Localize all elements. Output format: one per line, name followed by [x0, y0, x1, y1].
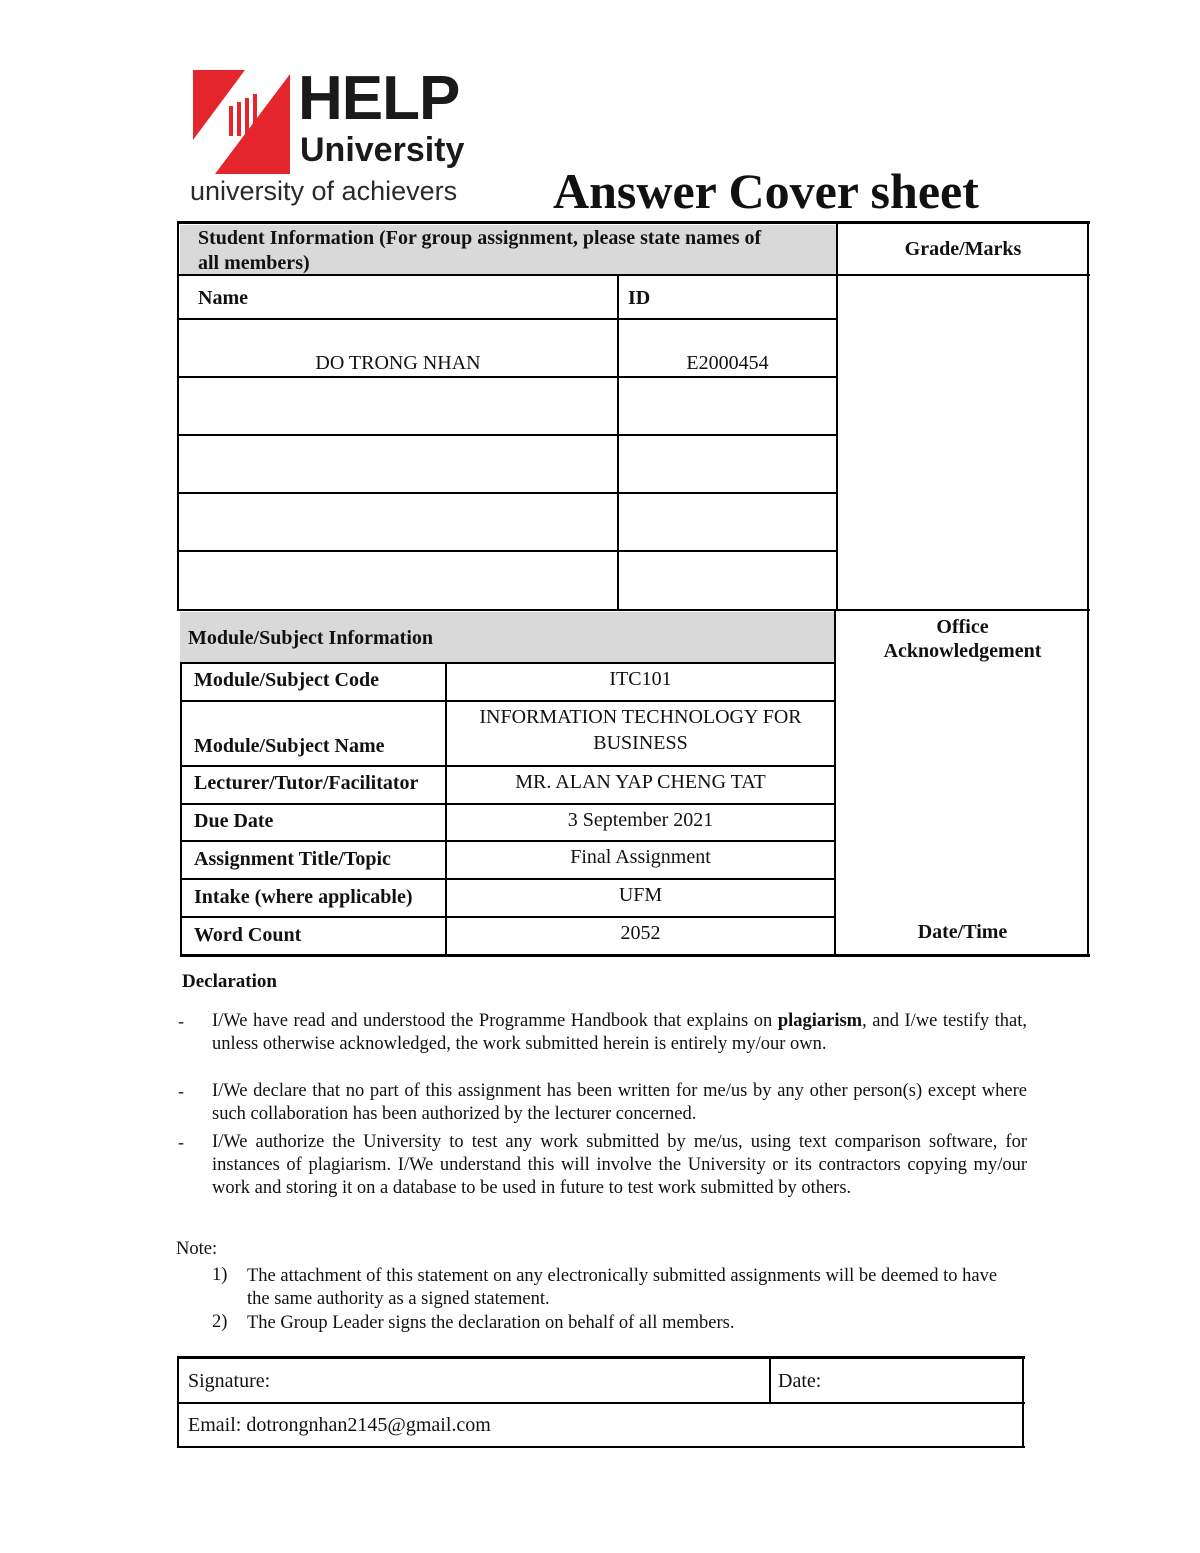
- intake-value: UFM: [618, 884, 663, 906]
- due-date-label: Due Date: [194, 810, 274, 832]
- word-count-value: 2052: [620, 922, 661, 944]
- university-logo: [190, 64, 465, 208]
- date-time-label: Date/Time: [917, 921, 1008, 943]
- logo-mark-icon: [193, 70, 293, 174]
- note-item-1: The attachment of this statement on any electronically submitted assignments will be deemed to have the same authority as a signed statement.: [247, 1266, 998, 1309]
- intake-label: Intake (where applicable): [194, 886, 413, 908]
- module-name-label: Module/Subject Name: [194, 735, 385, 757]
- bullet-3: -: [178, 1132, 184, 1152]
- signature-label: Signature:: [188, 1370, 271, 1392]
- module-info-header: Module/Subject Information: [188, 627, 433, 649]
- email-line: Email: dotrongnhan2145@gmail.com: [188, 1414, 491, 1436]
- student-info-header-cont: all members): [198, 252, 310, 274]
- module-code-value: ITC101: [609, 668, 672, 690]
- student-info-header: Student Information (For group assignment, please state names of: [198, 227, 762, 249]
- module-code-label: Module/Subject Code: [194, 669, 379, 691]
- declaration-heading: Declaration: [182, 971, 277, 992]
- logo-brand: HELP: [298, 64, 460, 133]
- bullet-1: -: [178, 1011, 184, 1031]
- note-number-2: 2): [212, 1312, 228, 1332]
- student-id-1: E2000454: [686, 352, 769, 374]
- office-ack-label-2: Acknowledgement: [883, 640, 1042, 662]
- declaration-item-3: I/We authorize the University to test any work submitted by me/us, using text comparison software, for instances of plagiarism. I/We understand this will involve the University or its contractors copying my/our work and storing it on a database to be used in future to test work submitted by others.: [212, 1132, 1027, 1198]
- name-column-header: Name: [198, 287, 248, 309]
- module-name-value: INFORMATION TECHNOLOGY FOR: [479, 706, 802, 728]
- module-name-value-cont: BUSINESS: [593, 732, 688, 754]
- student-name-1: DO TRONG NHAN: [315, 352, 481, 374]
- page-title: Answer Cover sheet: [553, 163, 979, 219]
- due-date-value: 3 September 2021: [567, 809, 714, 831]
- id-column-header: ID: [628, 287, 651, 309]
- email-value: dotrongnhan2145@gmail.com: [246, 1414, 491, 1436]
- grade-marks-header: Grade/Marks: [904, 238, 1022, 260]
- assignment-title-label: Assignment Title/Topic: [194, 848, 391, 870]
- bullet-2: -: [178, 1081, 184, 1101]
- lecturer-value: MR. ALAN YAP CHENG TAT: [515, 771, 766, 793]
- note-item-2: The Group Leader signs the declaration on behalf of all members.: [247, 1313, 735, 1333]
- note-heading: Note:: [176, 1239, 218, 1259]
- date-label: Date:: [778, 1370, 822, 1392]
- logo-tagline: university of achievers: [190, 176, 458, 206]
- office-ack-label-1: Office: [936, 616, 989, 638]
- logo-subtitle: University: [300, 131, 465, 169]
- declaration-item-2: I/We declare that no part of this assignment has been written for me/us by any other person(s) except where such collaboration has been authorized by the lecturer concerned.: [212, 1081, 1027, 1124]
- declaration-item-1: I/We have read and understood the Programme Handbook that explains on plagiarism, and I/we testify that, unless otherwise acknowledged, the work submitted herein is entirely my/our own.: [212, 1011, 1028, 1054]
- word-count-label: Word Count: [194, 924, 302, 946]
- assignment-title-value: Final Assignment: [570, 846, 711, 868]
- lecturer-label: Lecturer/Tutor/Facilitator: [194, 772, 419, 794]
- note-number-1: 1): [212, 1265, 228, 1285]
